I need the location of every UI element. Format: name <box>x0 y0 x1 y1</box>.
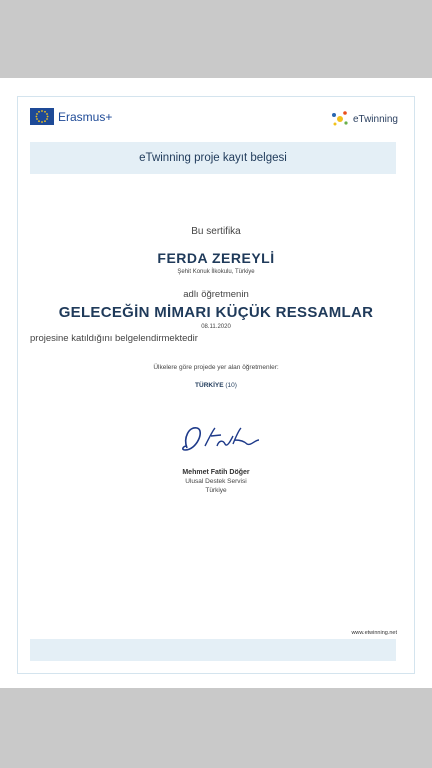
project-date: 08.11.2020 <box>201 324 231 330</box>
website-link[interactable]: www.etwinning.net <box>351 630 397 636</box>
etwinning-logo <box>330 109 398 129</box>
country-count: (10) <box>225 382 237 389</box>
country-name: TÜRKİYE <box>195 382 224 389</box>
country-entry <box>0 382 432 389</box>
document-title: eTwinning proje kayıt belgesi <box>139 152 287 164</box>
erasmus-label: Erasmus+ <box>58 109 113 124</box>
footer-band <box>30 639 396 661</box>
certificate-page <box>0 78 432 688</box>
teacher-label: adlı öğretmenin <box>183 289 249 300</box>
eu-flag-icon <box>30 108 54 125</box>
etwinning-label: eTwinning <box>352 113 398 125</box>
signatory-name: Mehmet Fatih Döğer <box>182 469 250 476</box>
intro-text: Bu sertifika <box>191 226 241 237</box>
signatory-role: Ulusal Destek Servisi <box>185 478 247 485</box>
signature-icon <box>175 418 265 458</box>
project-title: GELECEĞİN MİMARI KÜÇÜK RESSAMLAR <box>58 304 374 321</box>
countries-label: Ülkelere göre projede yer alan öğretmenler: <box>153 364 279 371</box>
signatory-country: Türkiye <box>205 487 227 494</box>
etwinning-star-icon <box>330 109 350 129</box>
teacher-name: FERDA ZEREYLİ <box>157 250 275 266</box>
erasmus-logo <box>30 108 112 125</box>
title-band <box>30 142 396 174</box>
participation-text: projesine katıldığını belgelendirmektedir <box>30 333 198 344</box>
school-name: Şehit Konuk İlkokulu, Türkiye <box>177 269 255 275</box>
